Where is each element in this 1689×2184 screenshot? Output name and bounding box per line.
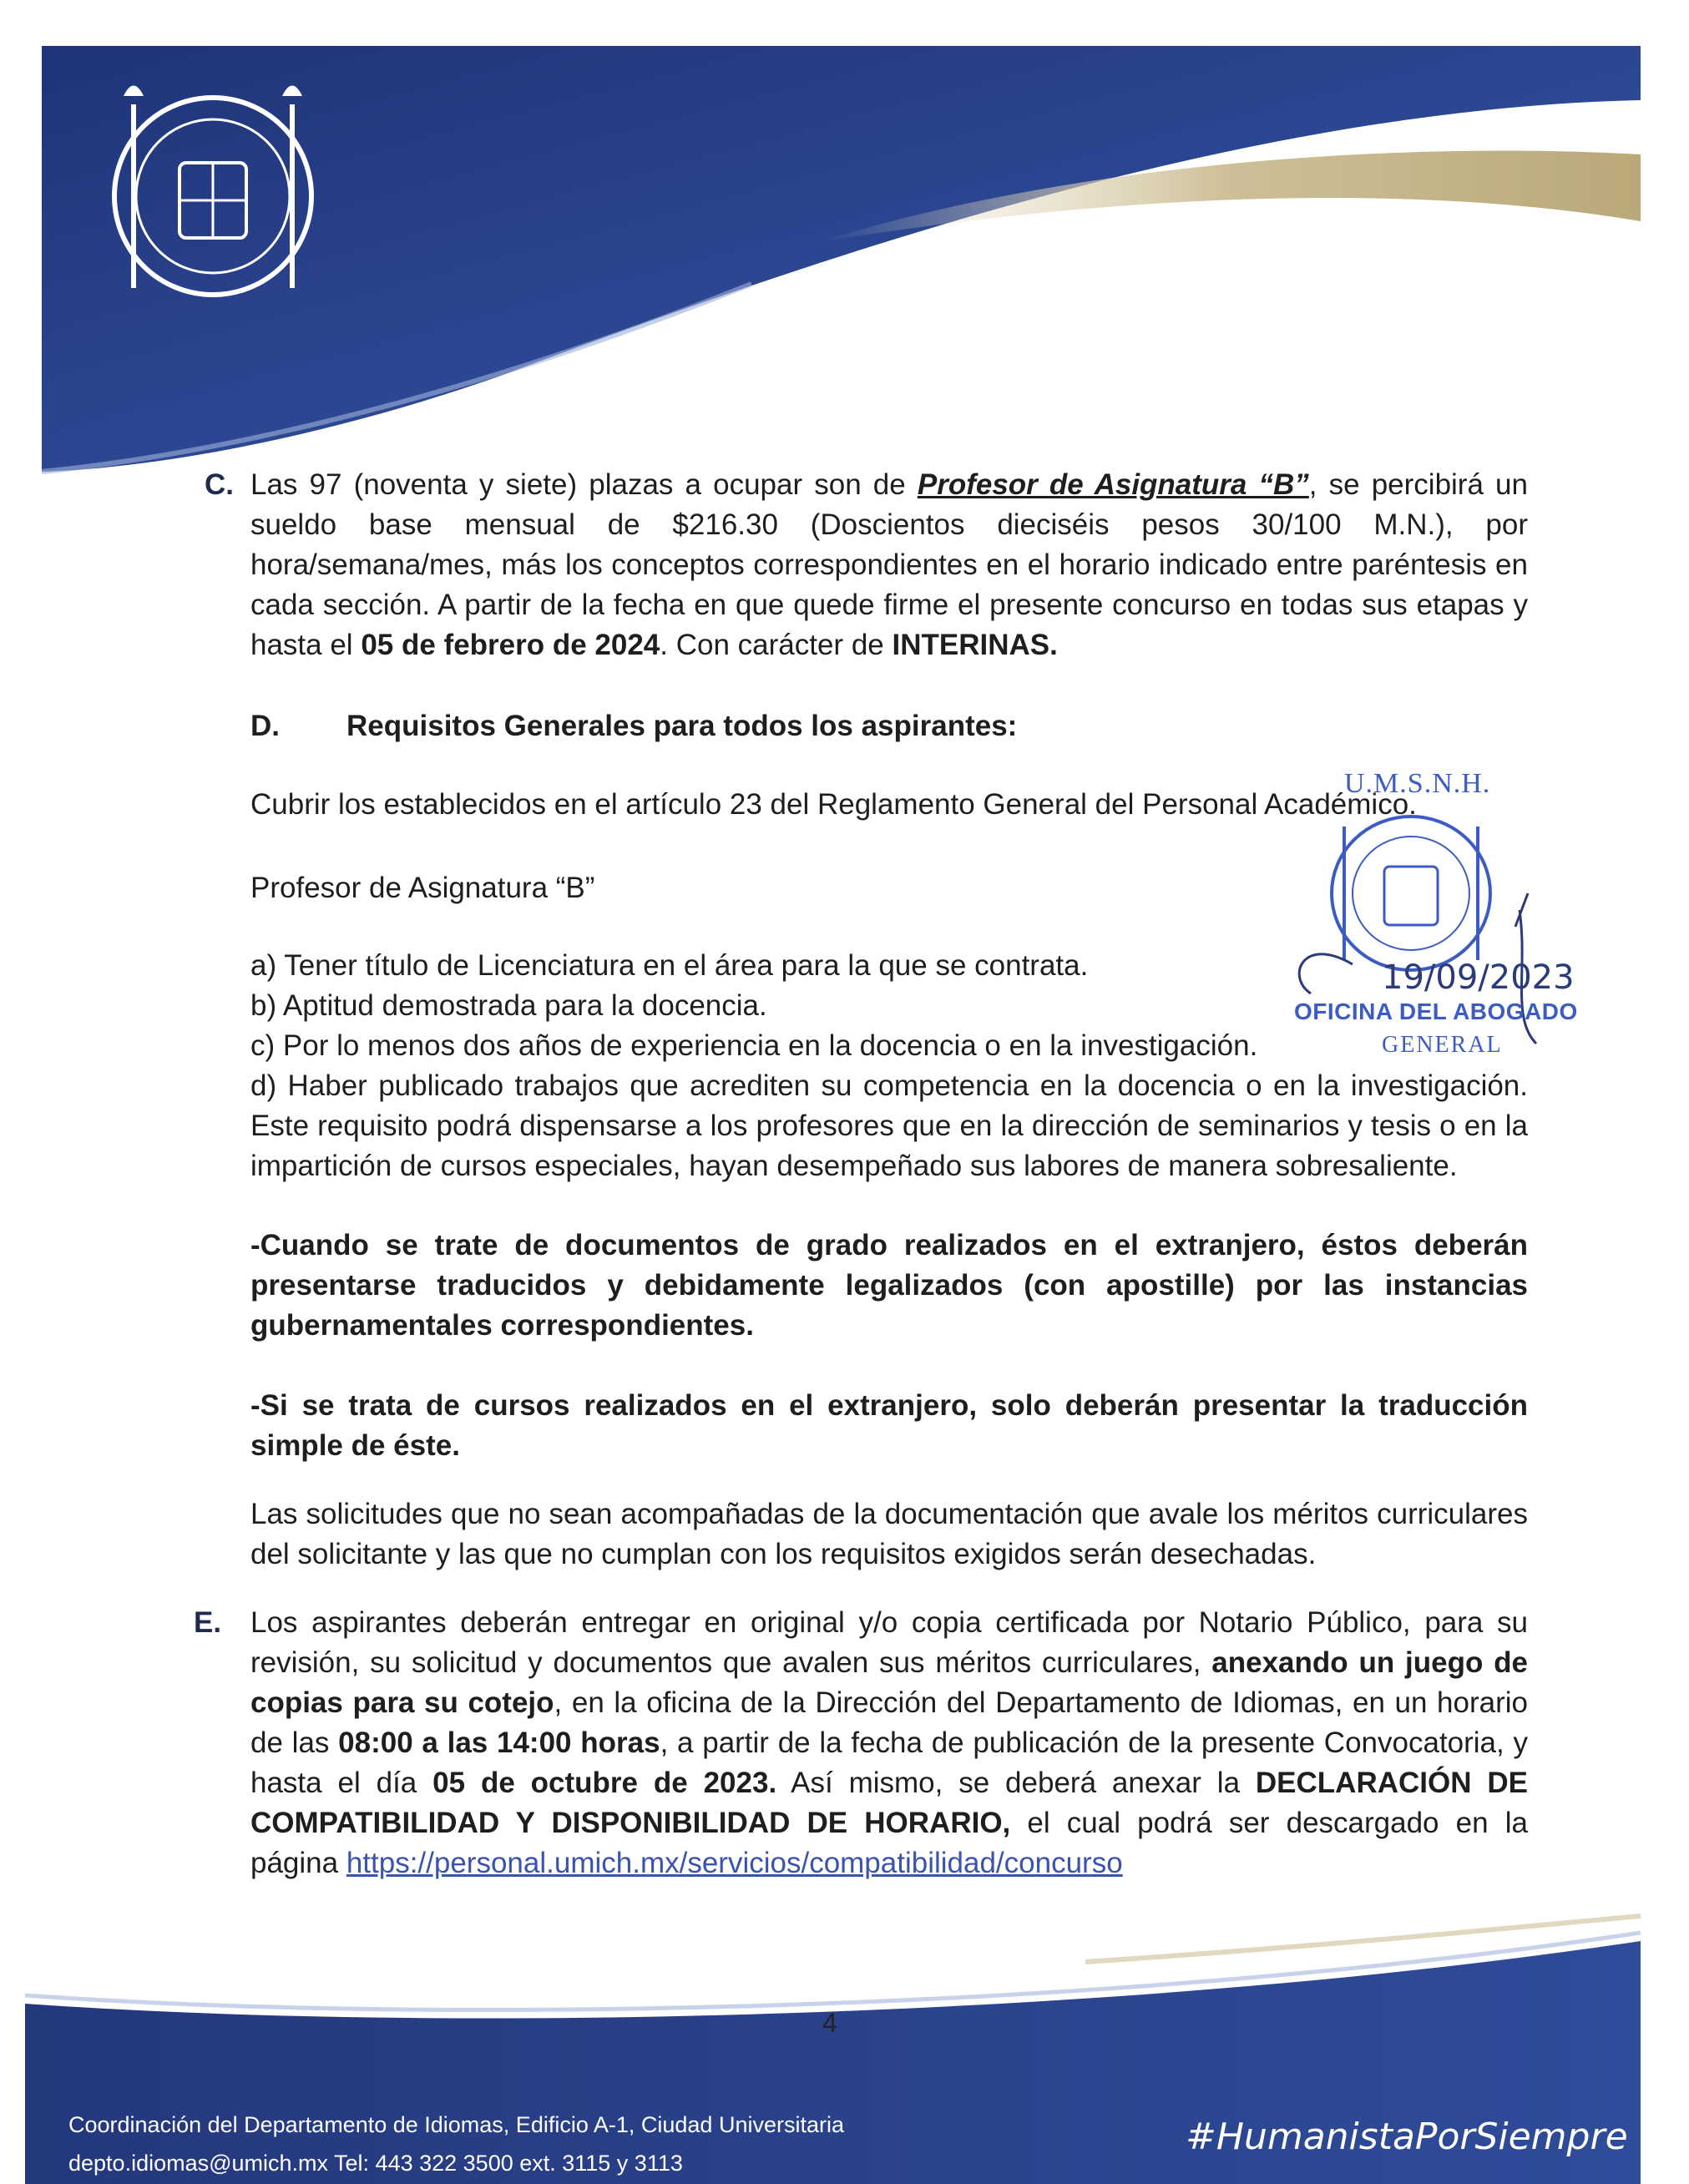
section-c-paragraph: Las 97 (noventa y siete) plazas a ocupar son de Profesor de Asignatura “B”, se percibirá un sueldo base mensual de $216.30 (Doscientos dieciséis pesos 30/100 M.N.), por hora/semana/mes, más los conceptos correspondientes en el horario indicado entre paréntesis en cada sección. A partir de la fecha en que quede firme el presente concurso en todas sus etapas y hasta el 05 de febrero de 2024. Con carácter de INTERINAS. [250,468,1528,661]
stamp-general: GENERAL [1382,1032,1503,1058]
section-d-marker: D. [250,710,280,742]
stamp-title: U.M.S.N.H. [1344,768,1491,799]
requirements-intro: Cubrir los establecidos en el artículo 23 del Reglamento General del Personal Académico. [250,788,1417,821]
stamp-office: OFICINA DEL ABOGADO [1294,998,1578,1024]
footer-address: Coordinación del Departamento de Idiomas, Edificio A-1, Ciudad Universitaria [68,2112,844,2137]
office-stamp [1277,768,1553,1077]
stamp-date: 19/09/2023 [1382,958,1575,997]
compatibility-link[interactable]: https://personal.umich.mx/servicios/compatibilidad/concurso [346,1847,1123,1879]
page-number: 4 [822,2008,837,2038]
requirement-b: b) Aptitud demostrada para la docencia. [250,989,767,1022]
position-title: Profesor de Asignatura “B” [917,468,1309,501]
rejection-note: Las solicitudes que no sean acompañadas de la documentación que avale los méritos curriculares del solicitante y las que no cumplan con los requisitos exigidos serán desechadas. [250,1498,1528,1570]
university-seal [100,71,326,309]
section-e-marker: E. [194,1606,222,1639]
section-c-marker: C. [205,468,234,501]
requirement-c: c) Por lo menos dos años de experiencia en la docencia o en la investigación. [250,1029,1258,1062]
section-e-paragraph: Los aspirantes deberán entregar en original y/o copia certificada por Notario Público, para su revisión, su solicitud y documentos que avalen sus méritos curriculares, anexando un juego de copias para su cotejo, en la oficina de la Dirección del Departamento de Idiomas, en un horario de las 08:00 a las 14:00 horas, a partir de la fecha de publicación de la presente Convocatoria, y hasta el día 05 de octubre de 2023. Así mismo, se deberá anexar la DECLARACIÓN DE COMPATIBILIDAD Y DISPONIBILIDAD DE HORARIO, el cual podrá ser descargado en la página https://personal.umich.mx/servicios/compatibilidad/concurso [250,1606,1529,1879]
requirement-d: d) Haber publicado trabajos que acrediten su competencia en la docencia o en la investigación. Este requisito podrá dispensarse a los profesores que en la dirección de seminarios y tesis o en la impartición de cursos especiales, hayan desempeñado sus labores de manera sobresaliente. [250,1069,1528,1182]
foreign-courses-note: -Si se trata de cursos realizados en el extranjero, solo deberán presentar la traducción simple de éste. [250,1389,1528,1462]
section-d-heading: Requisitos Generales para todos los aspirantes: [346,710,1018,742]
footer-contact: depto.idiomas@umich.mx Tel: 443 322 3500 ext. 3115 y 3113 [68,2151,683,2176]
requirement-a: a) Tener título de Licenciatura en el área para la que se contrata. [250,949,1089,982]
footer-hashtag: #HumanistaPorSiempre [1186,2116,1628,2158]
position-name: Profesor de Asignatura “B” [250,872,595,904]
foreign-degree-note: -Cuando se trate de documentos de grado realizados en el extranjero, éstos deberán presentarse traducidos y debidamente legalizados (con apostille) por las instancias gubernamentales correspondientes. [250,1229,1528,1342]
